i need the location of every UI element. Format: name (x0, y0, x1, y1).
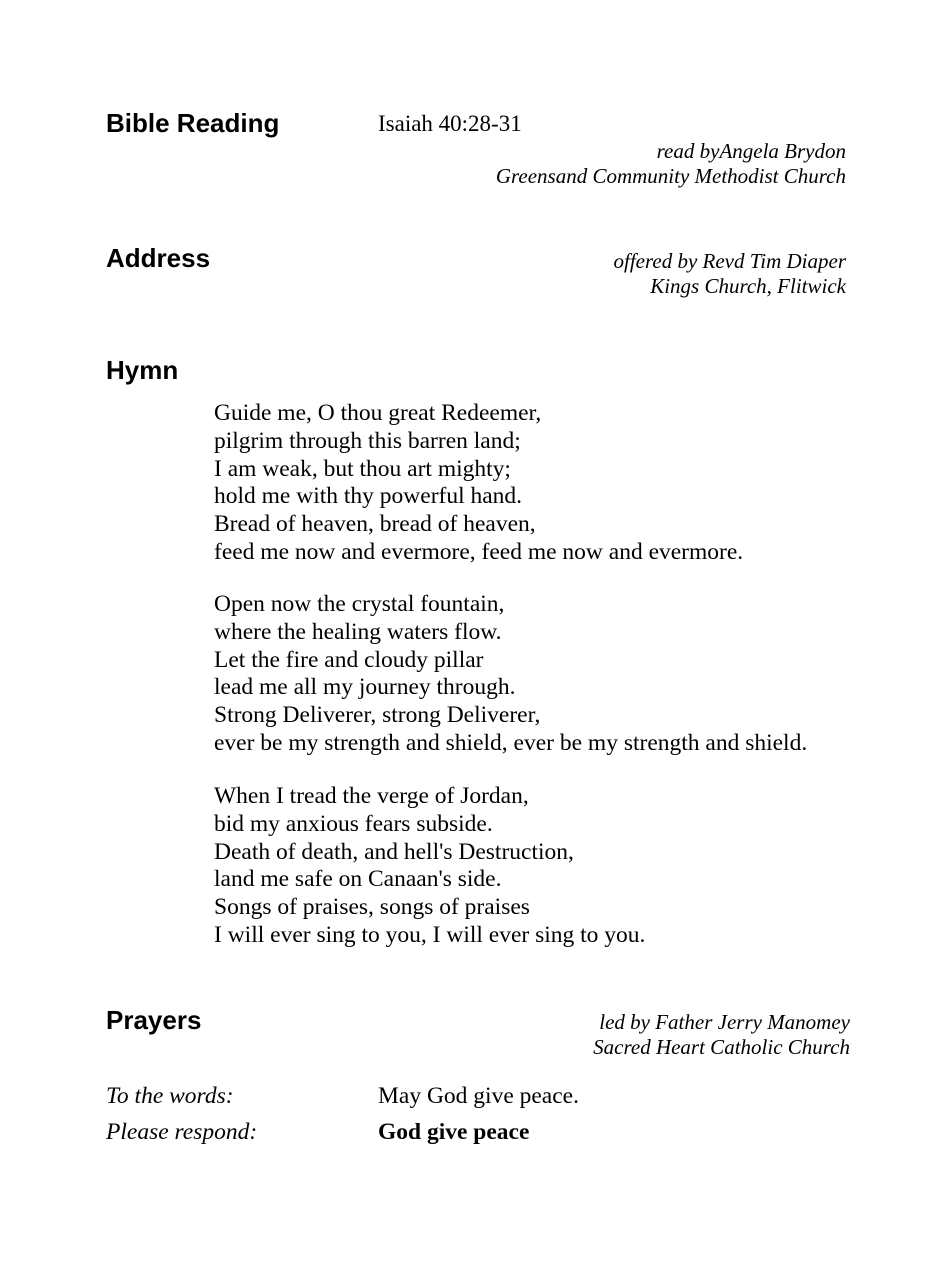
leader-church: Sacred Heart Catholic Church (593, 1035, 850, 1059)
verse-line: where the healing waters flow. (214, 618, 502, 645)
address-heading: Address (106, 243, 211, 273)
speaker-church: Kings Church, Flitwick (650, 274, 846, 298)
verse-line: feed me now and evermore, feed me now and evermore. (214, 538, 744, 565)
reader-line: read byAngela Brydon (656, 139, 846, 163)
verse-line: Guide me, O thou great Redeemer, (214, 400, 542, 426)
hymn-heading: Hymn (106, 355, 179, 385)
verse-line: Open now the crystal fountain, (214, 591, 505, 617)
prayers-leader-attribution (593, 1010, 850, 1060)
verse-line: lead me all my journey through. (214, 674, 516, 701)
hymn-verse (214, 400, 743, 567)
hymn-verse (214, 783, 645, 950)
verse-line: When I tread the verge of Jordan, (214, 783, 529, 809)
respond-text: God give peace (378, 1119, 530, 1145)
bible-reading-heading: Bible Reading (106, 108, 280, 138)
leader-line: led by Father Jerry Manomey (599, 1010, 850, 1034)
address-speaker-attribution (613, 249, 846, 299)
hymn-verse (214, 591, 807, 758)
verse-line: pilgrim through this barren land; (214, 427, 521, 454)
prayers-heading: Prayers (106, 1005, 202, 1035)
speaker-line: offered by Revd Tim Diaper (613, 249, 846, 273)
verse-line: bid my anxious fears subside. (214, 810, 493, 837)
verse-line: I am weak, but thou art mighty; (214, 455, 511, 482)
words-label: To the words: (106, 1083, 234, 1109)
verse-line: hold me with thy powerful hand. (214, 483, 523, 510)
verse-line: I will ever sing to you, I will ever sing to you. (214, 921, 646, 948)
verse-line: Death of death, and hell's Destruction, (214, 838, 574, 865)
respond-label: Please respond: (106, 1119, 258, 1145)
verse-line: Songs of praises, songs of praises (214, 894, 530, 921)
words-text: May God give peace. (378, 1083, 579, 1109)
verse-line: Bread of heaven, bread of heaven, (214, 511, 536, 538)
verse-line: land me safe on Canaan's side. (214, 866, 502, 893)
reader-church: Greensand Community Methodist Church (495, 164, 846, 188)
verse-line: Strong Deliverer, strong Deliverer, (214, 702, 541, 729)
verse-line: ever be my strength and shield, ever be my strength and shield. (214, 729, 808, 756)
verse-line: Let the fire and cloudy pillar (214, 646, 484, 673)
bible-reader-attribution (496, 139, 846, 189)
bible-passage: Isaiah 40:28-31 (378, 111, 522, 136)
